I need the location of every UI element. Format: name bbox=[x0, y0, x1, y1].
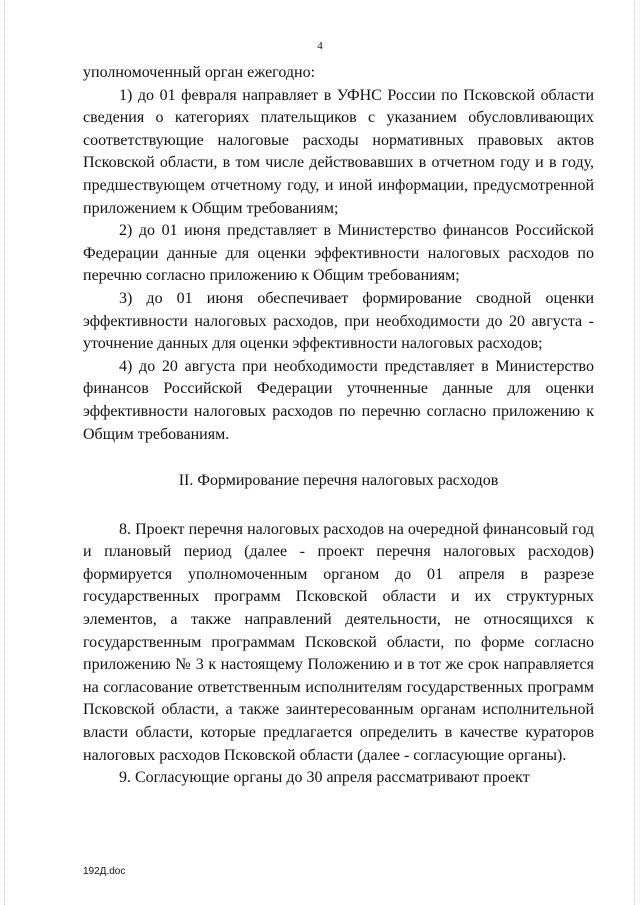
paragraph-item-1: 1) до 01 февраля направляет в УФНС России по Псковской области сведения о категориях плательщиков с указанием обусловливающих соответствующие налоговые расходы нормативных правовых актов Псковской области, в том числе действовавших в отчетном году и в году, предшествующем отчетному году, и иной информации, предусмотренной приложением к Общим требованиям; bbox=[83, 86, 594, 217]
paragraph-clause-8: 8. Проект перечня налоговых расходов на очередной финансовый год и плановый период (далее - проект перечня налоговых расходов) формируется уполномоченным органом до 01 апреля в разрезе государственных программ Псковской области и их структурных элементов, а также направлений деятельности, не относящихся к государственным программам Псковской области, по форме согласно приложению № 3 к настоящему Положению и в тот же срок направляется на согласование ответственным исполнителям государственных программ Псковской области, а также заинтересованным органам исполнительной власти области, которые предлагается определить в качестве кураторов налоговых расходов Псковской области (далее - согласующие органы). bbox=[83, 520, 594, 764]
footer-filename: 192Д.doc bbox=[83, 866, 126, 877]
paragraph-intro: уполномоченный орган ежегодно: bbox=[83, 64, 316, 81]
paragraph-item-3: 3) до 01 июня обеспечивает формирование сводной оценки эффективности налоговых расходов, при необходимости до 20 августа - уточнение данных для оценки эффективности налоговых расходов; bbox=[83, 289, 594, 353]
document-body bbox=[83, 62, 594, 790]
paragraph-item-4: 4) до 20 августа при необходимости представляет в Министерство финансов Российской Федерации уточненные данные для оценки эффективности налоговых расходов по перечню согласно приложению к Общим требованиям. bbox=[83, 357, 594, 443]
paragraph-clause-9: 9. Согласующие органы до 30 апреля рассматривают проект bbox=[119, 769, 530, 787]
scan-edge-right bbox=[634, 0, 636, 905]
page-number: 4 bbox=[317, 40, 323, 52]
paragraph-item-2: 2) до 01 июня представляет в Министерство финансов Российской Федерации данные для оценки эффективности налоговых расходов по перечню согласно приложению к Общим требованиям; bbox=[83, 222, 594, 285]
section-heading-block bbox=[83, 470, 594, 493]
scan-edge-left bbox=[4, 0, 6, 905]
section-heading: II. Формирование перечня налоговых расходов bbox=[178, 472, 499, 490]
